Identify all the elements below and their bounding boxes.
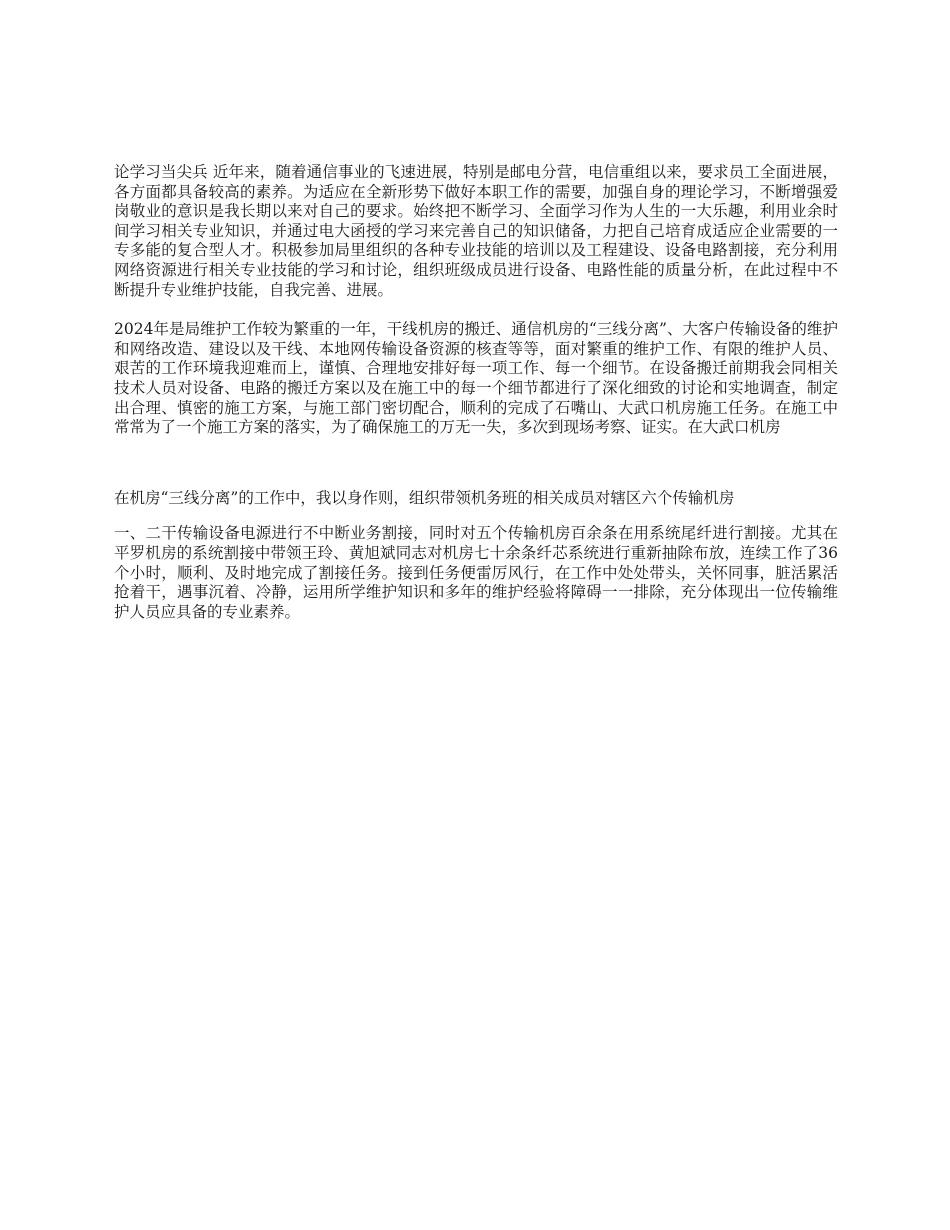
paragraph-three-line-separation: 在机房“三线分离”的工作中，我以身作则，组织带领机务班的相关成员对辖区六个传输机房 — [114, 488, 735, 507]
document-body — [114, 163, 838, 622]
paragraph-cutover: 一、二干传输设备电源进行不中断业务割接，同时对五个传输机房百余条在用系统尾纤进行割接。尤其在平罗机房的系统割接中带领王玲、黄旭斌同志对机房七十余条纤芯系统进行重新抽除布放，连续工作了36个小时，顺利、及时地完成了割接任务。接到任务便雷厉风行，在工作中处处带头，关怀同事，脏活累活抢着干，遇事沉着、冷静，运用所学维护知识和多年的维护经验将障碍一一排除，充分体现出一位传输维护人员应具备的专业素养。 — [114, 524, 838, 621]
paragraph-study: 论学习当尖兵 近年来，随着通信事业的飞速进展，特别是邮电分营，电信重组以来，要求员工全面进展，各方面都具备较高的素养。为适应在全新形势下做好本职工作的需要，加强自身的理论学习，不断增强爱岗敬业的意识是我长期以来对自己的要求。始终把不断学习、全面学习作为人生的一大乐趣，利用业余时间学习相关专业知识，并通过电大函授的学习来完善自己的知识储备，力把自己培育成适应企业需要的一专多能的复合型人才。积极参加局里组织的各种专业技能的培训以及工程建设、设备电路割接，充分利用网络资源进行相关专业技能的学习和讨论，组织班级成员进行设备、电路性能的质量分析，在此过程中不断提升专业维护技能，自我完善、进展。 — [114, 163, 838, 299]
paragraph-maintenance-2024: 2024年是局维护工作较为繁重的一年，干线机房的搬迁、通信机房的“三线分离”、大客户传输设备的维护和网络改造、建设以及干线、本地网传输设备资源的核查等等，面对繁重的维护工作、有限的维护人员、艰苦的工作环境我迎难而上，谨慎、合理地安排好每一项工作、每一个细节。在设备搬迁前期我会同相关技术人员对设备、电路的搬迁方案以及在施工中的每一个细节都进行了深化细致的讨论和实地调查，制定出合理、慎密的施工方案，与施工部门密切配合，顺利的完成了石嘴山、大武口机房施工任务。在施工中常常为了一个施工方案的落实，为了确保施工的万无一失，多次到现场考察、证实。在大武口机房 — [114, 320, 838, 437]
